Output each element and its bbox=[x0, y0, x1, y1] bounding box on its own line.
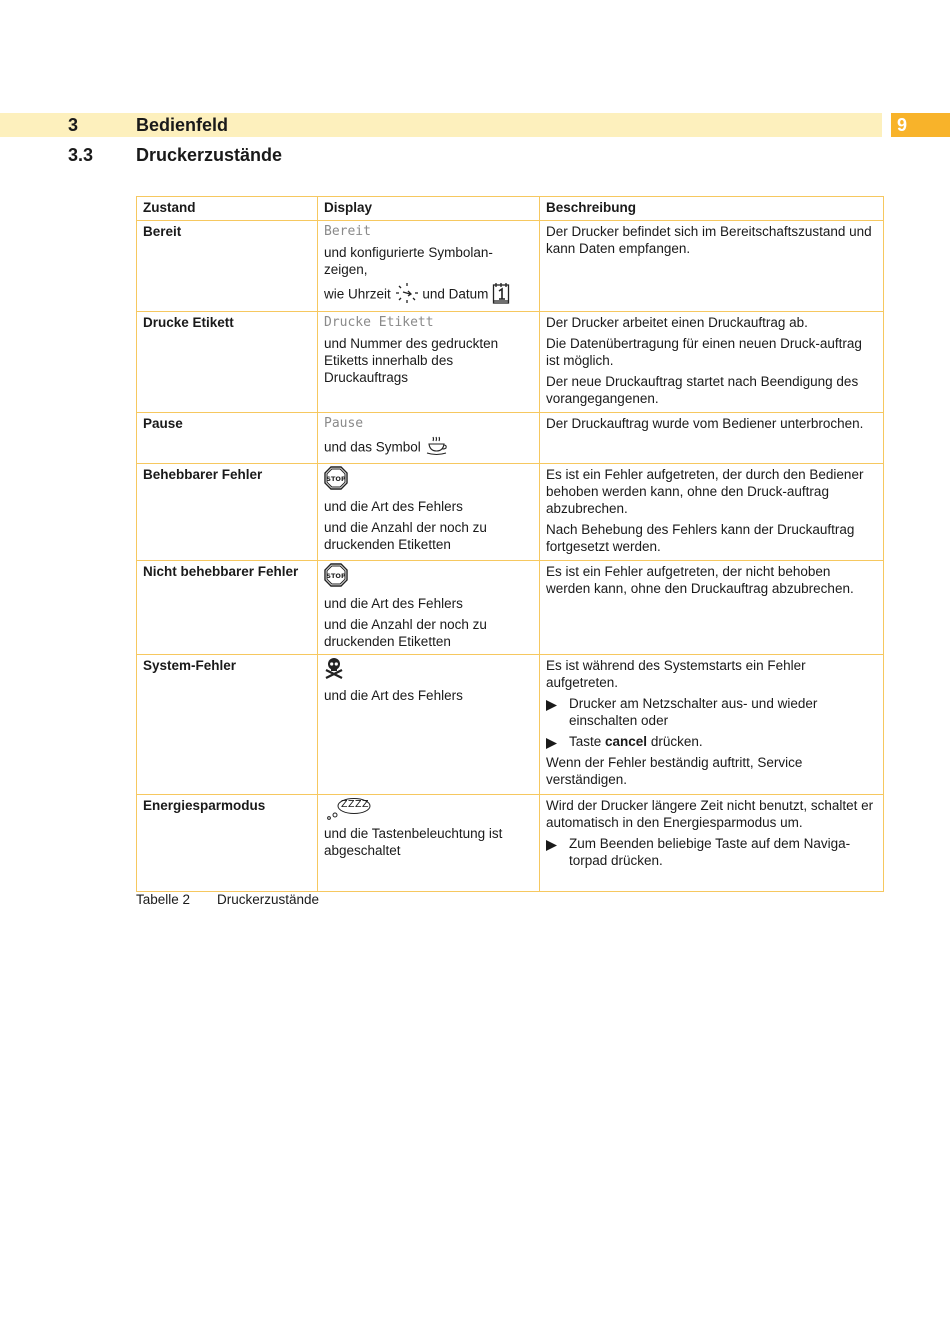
stop-icon bbox=[324, 563, 348, 591]
display-cell bbox=[318, 561, 540, 655]
clock-icon bbox=[395, 282, 419, 308]
display-text: und die Art des Fehlers bbox=[324, 499, 463, 514]
calendar-icon bbox=[492, 282, 510, 308]
description-cell bbox=[540, 221, 884, 312]
description-text: Wird der Drucker längere Zeit nicht benutzt, schaltet er automatisch in den Energiesparmodus um. bbox=[546, 798, 874, 830]
state-cell: Pause bbox=[137, 413, 318, 464]
description-cell bbox=[540, 795, 884, 892]
bullet-text: drücken. bbox=[647, 734, 703, 749]
skull-icon bbox=[324, 657, 344, 683]
header-description: Beschreibung bbox=[540, 197, 884, 221]
table-row bbox=[137, 655, 884, 795]
table-caption-label: Tabelle 2 bbox=[136, 892, 191, 907]
description-cell bbox=[540, 413, 884, 464]
page-number: 9 bbox=[891, 113, 950, 137]
description-text: Wenn der Fehler beständig auftritt, Service verständigen. bbox=[546, 755, 803, 787]
table-row bbox=[137, 413, 884, 464]
display-code: Pause bbox=[324, 416, 364, 431]
state-cell: System-Fehler bbox=[137, 655, 318, 795]
chapter-title: Bedienfeld bbox=[136, 115, 229, 135]
printer-states-table bbox=[136, 196, 884, 892]
chapter-number: 3 bbox=[68, 115, 79, 135]
bullet-text: Drucker am Netzschalter aus- und wieder einschalten oder bbox=[569, 696, 818, 728]
sleep-icon-text: ZZZZ bbox=[341, 799, 370, 810]
display-text: und konfigurierte Symbolan-zeigen, bbox=[324, 245, 493, 277]
display-cell bbox=[318, 795, 540, 892]
display-text: und die Art des Fehlers bbox=[324, 596, 463, 611]
display-cell bbox=[318, 413, 540, 464]
display-code: Drucke Etikett bbox=[324, 315, 434, 330]
description-cell bbox=[540, 312, 884, 413]
triangle-bullet-icon bbox=[546, 838, 557, 855]
stop-icon bbox=[324, 466, 348, 494]
instruction-bullet bbox=[546, 733, 877, 750]
display-text: und die Anzahl der noch zu druckenden Etiketten bbox=[324, 617, 487, 649]
state-cell: Drucke Etikett bbox=[137, 312, 318, 413]
svg-text:STOP: STOP bbox=[326, 572, 346, 580]
state-cell: Nicht behebbarer Fehler bbox=[137, 561, 318, 655]
instruction-bullet bbox=[546, 835, 877, 869]
display-text: und Datum bbox=[422, 286, 489, 302]
description-text: Nach Behebung des Fehlers kann der Druckauftrag fortgesetzt werden. bbox=[546, 522, 855, 554]
description-text: Es ist ein Fehler aufgetreten, der durch den Bediener behoben werden kann, ohne den Druck-auftrag abzubrechen. bbox=[546, 467, 864, 516]
stop-icon-line bbox=[324, 563, 533, 591]
display-code: Bereit bbox=[324, 224, 371, 239]
table-row bbox=[137, 312, 884, 413]
svg-text:STOP: STOP bbox=[326, 475, 346, 483]
display-symbol-line bbox=[324, 436, 533, 460]
state-cell: Bereit bbox=[137, 221, 318, 312]
state-cell: Energiesparmodus bbox=[137, 795, 318, 892]
sleep-icon-line bbox=[324, 797, 533, 821]
bullet-text: Taste bbox=[569, 734, 606, 749]
description-cell bbox=[540, 655, 884, 795]
table-row bbox=[137, 464, 884, 561]
skull-icon-line bbox=[324, 657, 533, 683]
table-caption-text: Druckerzustände bbox=[217, 892, 320, 907]
chapter-bar bbox=[0, 113, 882, 137]
description-text: Der Drucker arbeitet einen Druckauftrag ab. bbox=[546, 315, 808, 330]
triangle-bullet-icon bbox=[546, 698, 557, 715]
section-number: 3.3 bbox=[68, 145, 94, 165]
bullet-text: Zum Beenden beliebige Taste auf dem Naviga-torpad drücken. bbox=[569, 836, 851, 868]
description-text: Der Druckauftrag wurde vom Bediener unterbrochen. bbox=[546, 416, 864, 431]
table-row bbox=[137, 221, 884, 312]
bullet-key-name: cancel bbox=[605, 734, 648, 749]
display-text: und das Symbol bbox=[324, 439, 421, 455]
description-cell bbox=[540, 561, 884, 655]
instruction-bullet bbox=[546, 695, 877, 729]
display-text: und die Art des Fehlers bbox=[324, 688, 463, 703]
sleep-zzzz-icon bbox=[324, 797, 374, 821]
display-text: und Nummer des gedruckten Etiketts innerhalb des Druckauftrags bbox=[324, 336, 499, 385]
display-text: wie Uhrzeit bbox=[324, 286, 391, 302]
coffee-cup-icon bbox=[425, 436, 449, 460]
section-title: Druckerzustände bbox=[136, 145, 283, 165]
description-text: Die Datenübertragung für einen neuen Druck-auftrag ist möglich. bbox=[546, 336, 862, 368]
display-text: und die Anzahl der noch zu druckenden Etiketten bbox=[324, 520, 487, 552]
description-cell bbox=[540, 464, 884, 561]
description-text: Der Drucker befindet sich im Bereitschaftszustand und kann Daten empfangen. bbox=[546, 224, 872, 256]
state-cell: Behebbarer Fehler bbox=[137, 464, 318, 561]
stop-icon-line bbox=[324, 466, 533, 494]
display-icon-line bbox=[324, 282, 533, 308]
table-row bbox=[137, 561, 884, 655]
display-cell bbox=[318, 655, 540, 795]
description-text: Es ist ein Fehler aufgetreten, der nicht behoben werden kann, ohne den Druckauftrag abzubrechen. bbox=[546, 564, 854, 596]
display-cell bbox=[318, 464, 540, 561]
header-display: Display bbox=[318, 197, 540, 221]
header-state: Zustand bbox=[137, 197, 318, 221]
display-cell bbox=[318, 221, 540, 312]
description-text: Es ist während des Systemstarts ein Fehler aufgetreten. bbox=[546, 658, 806, 690]
display-text: und die Tastenbeleuchtung ist abgeschaltet bbox=[324, 826, 503, 858]
table-row bbox=[137, 795, 884, 892]
table-header-row bbox=[137, 197, 884, 221]
display-cell bbox=[318, 312, 540, 413]
description-text: Der neue Druckauftrag startet nach Beendigung des vorangegangenen. bbox=[546, 374, 859, 406]
triangle-bullet-icon bbox=[546, 736, 557, 753]
